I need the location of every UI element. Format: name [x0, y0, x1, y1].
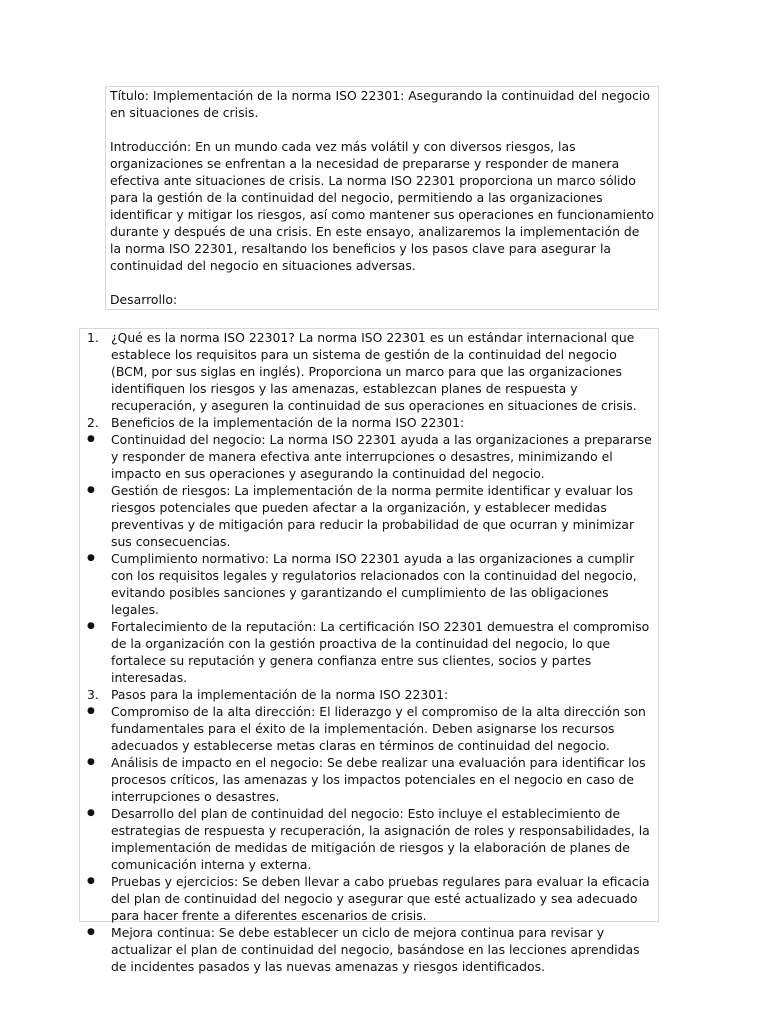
list-number: 1.	[87, 330, 99, 345]
bullet-list-item	[80, 618, 658, 686]
bullet-list-item	[80, 482, 658, 550]
list-item-text: Gestión de riesgos: La implementación de la norma permite identificar y evaluar los riesgos potenciales que pueden afectar a la organización, y establecer medidas preventivas y de mitigación para reducir la probabilidad de que ocurran y minimizar sus consecuencias.	[111, 483, 635, 549]
bullet-marker: ●	[87, 621, 95, 631]
bullet-list-item	[80, 754, 658, 805]
bullet-list-item	[80, 873, 658, 924]
introduction-paragraph: Introducción: En un mundo cada vez más volátil y con diversos riesgos, las organizaciones se enfrentan a la necesidad de prepararse y responder de manera efectiva ante situaciones de crisis. La norma ISO 22301 proporciona un marco sólido para la gestión de la continuidad del negocio, permitiendo a las organizaciones identificar y mitigar los riesgos, así como mantener sus operaciones en funcionamiento durante y después de una crisis. En este ensayo, analizaremos la implementación de la norma ISO 22301, resaltando los beneficios y los pasos clave para asegurar la continuidad del negocio en situaciones adversas.	[110, 139, 654, 273]
list-item-text: Desarrollo del plan de continuidad del negocio: Esto incluye el establecimiento de estrategias de respuesta y recuperación, la asignación de roles y responsabilidades, la implementación de medidas de mitigación de riesgos y la elaboración de planes de comunicación interna y externa.	[111, 806, 650, 872]
document-title: Título: Implementación de la norma ISO 22301: Asegurando la continuidad del negocio en situaciones de crisis.	[110, 88, 650, 120]
list-item-text: ¿Qué es la norma ISO 22301? La norma ISO 22301 es un estándar internacional que establece los requisitos para un sistema de gestión de la continuidad del negocio (BCM, por sus siglas en inglés). Proporciona un marco para que las organizaciones identifiquen los riesgos y las amenazas, establezcan planes de respuesta y recuperación, y aseguren la continuidad de sus operaciones en situaciones de crisis.	[111, 330, 637, 413]
list-item-text: Continuidad del negocio: La norma ISO 22301 ayuda a las organizaciones a prepararse y responder de manera efectiva ante interrupciones o desastres, minimizando el impacto en sus operaciones y asegurando la continuidad del negocio.	[111, 432, 652, 481]
bullet-marker: ●	[87, 553, 95, 563]
content-list	[80, 329, 658, 975]
numbered-list-item	[80, 414, 658, 431]
bullet-marker: ●	[87, 757, 95, 767]
bullet-list-item	[80, 550, 658, 618]
bullet-marker: ●	[87, 876, 95, 886]
list-item-text: Pasos para la implementación de la norma ISO 22301:	[111, 687, 449, 702]
bullet-list-item	[80, 924, 658, 975]
list-item-text: Análisis de impacto en el negocio: Se debe realizar una evaluación para identificar los procesos críticos, las amenazas y los impactos potenciales en el negocio en caso de interrupciones o desastres.	[111, 755, 646, 804]
list-number: 3.	[87, 687, 99, 702]
bullet-list-item	[80, 431, 658, 482]
list-number: 2.	[87, 415, 99, 430]
numbered-list-item	[80, 329, 658, 414]
bullet-marker: ●	[87, 808, 95, 818]
list-item-text: Mejora continua: Se debe establecer un ciclo de mejora continua para revisar y actualizar el plan de continuidad del negocio, basándose en las lecciones aprendidas de incidentes pasados y las nuevas amenazas y riesgos identificados.	[111, 925, 640, 974]
list-item-text: Fortalecimiento de la reputación: La certificación ISO 22301 demuestra el compromiso de la organización con la gestión proactiva de la continuidad del negocio, lo que fortalece su reputación y genera confianza entre sus clientes, socios y partes interesadas.	[111, 619, 650, 685]
bullet-marker: ●	[87, 434, 95, 444]
bullet-list-item	[80, 805, 658, 873]
development-heading: Desarrollo:	[110, 292, 178, 307]
bullet-marker: ●	[87, 485, 95, 495]
list-item-text: Pruebas y ejercicios: Se deben llevar a cabo pruebas regulares para evaluar la eficacia del plan de continuidad del negocio y asegurar que esté actualizado y sea adecuado para hacer frente a diferentes escenarios de crisis.	[111, 874, 650, 923]
list-item-text: Compromiso de la alta dirección: El liderazgo y el compromiso de la alta dirección son fundamentales para el éxito de la implementación. Deben asignarse los recursos adecuados y establecerse metas claras en términos de continuidad del negocio.	[111, 704, 646, 753]
content-list-box	[79, 328, 659, 974]
numbered-list-item	[80, 686, 658, 703]
bullet-list-item	[80, 703, 658, 754]
intro-text-box	[105, 86, 659, 310]
bullet-marker: ●	[87, 927, 95, 937]
list-item-text: Cumplimiento normativo: La norma ISO 22301 ayuda a las organizaciones a cumplir con los requisitos legales y regulatorios relacionados con la continuidad del negocio, evitando posibles sanciones y garantizando el cumplimiento de las obligaciones legales.	[111, 551, 637, 617]
bullet-marker: ●	[87, 706, 95, 716]
list-item-text: Beneficios de la implementación de la norma ISO 22301:	[111, 415, 465, 430]
